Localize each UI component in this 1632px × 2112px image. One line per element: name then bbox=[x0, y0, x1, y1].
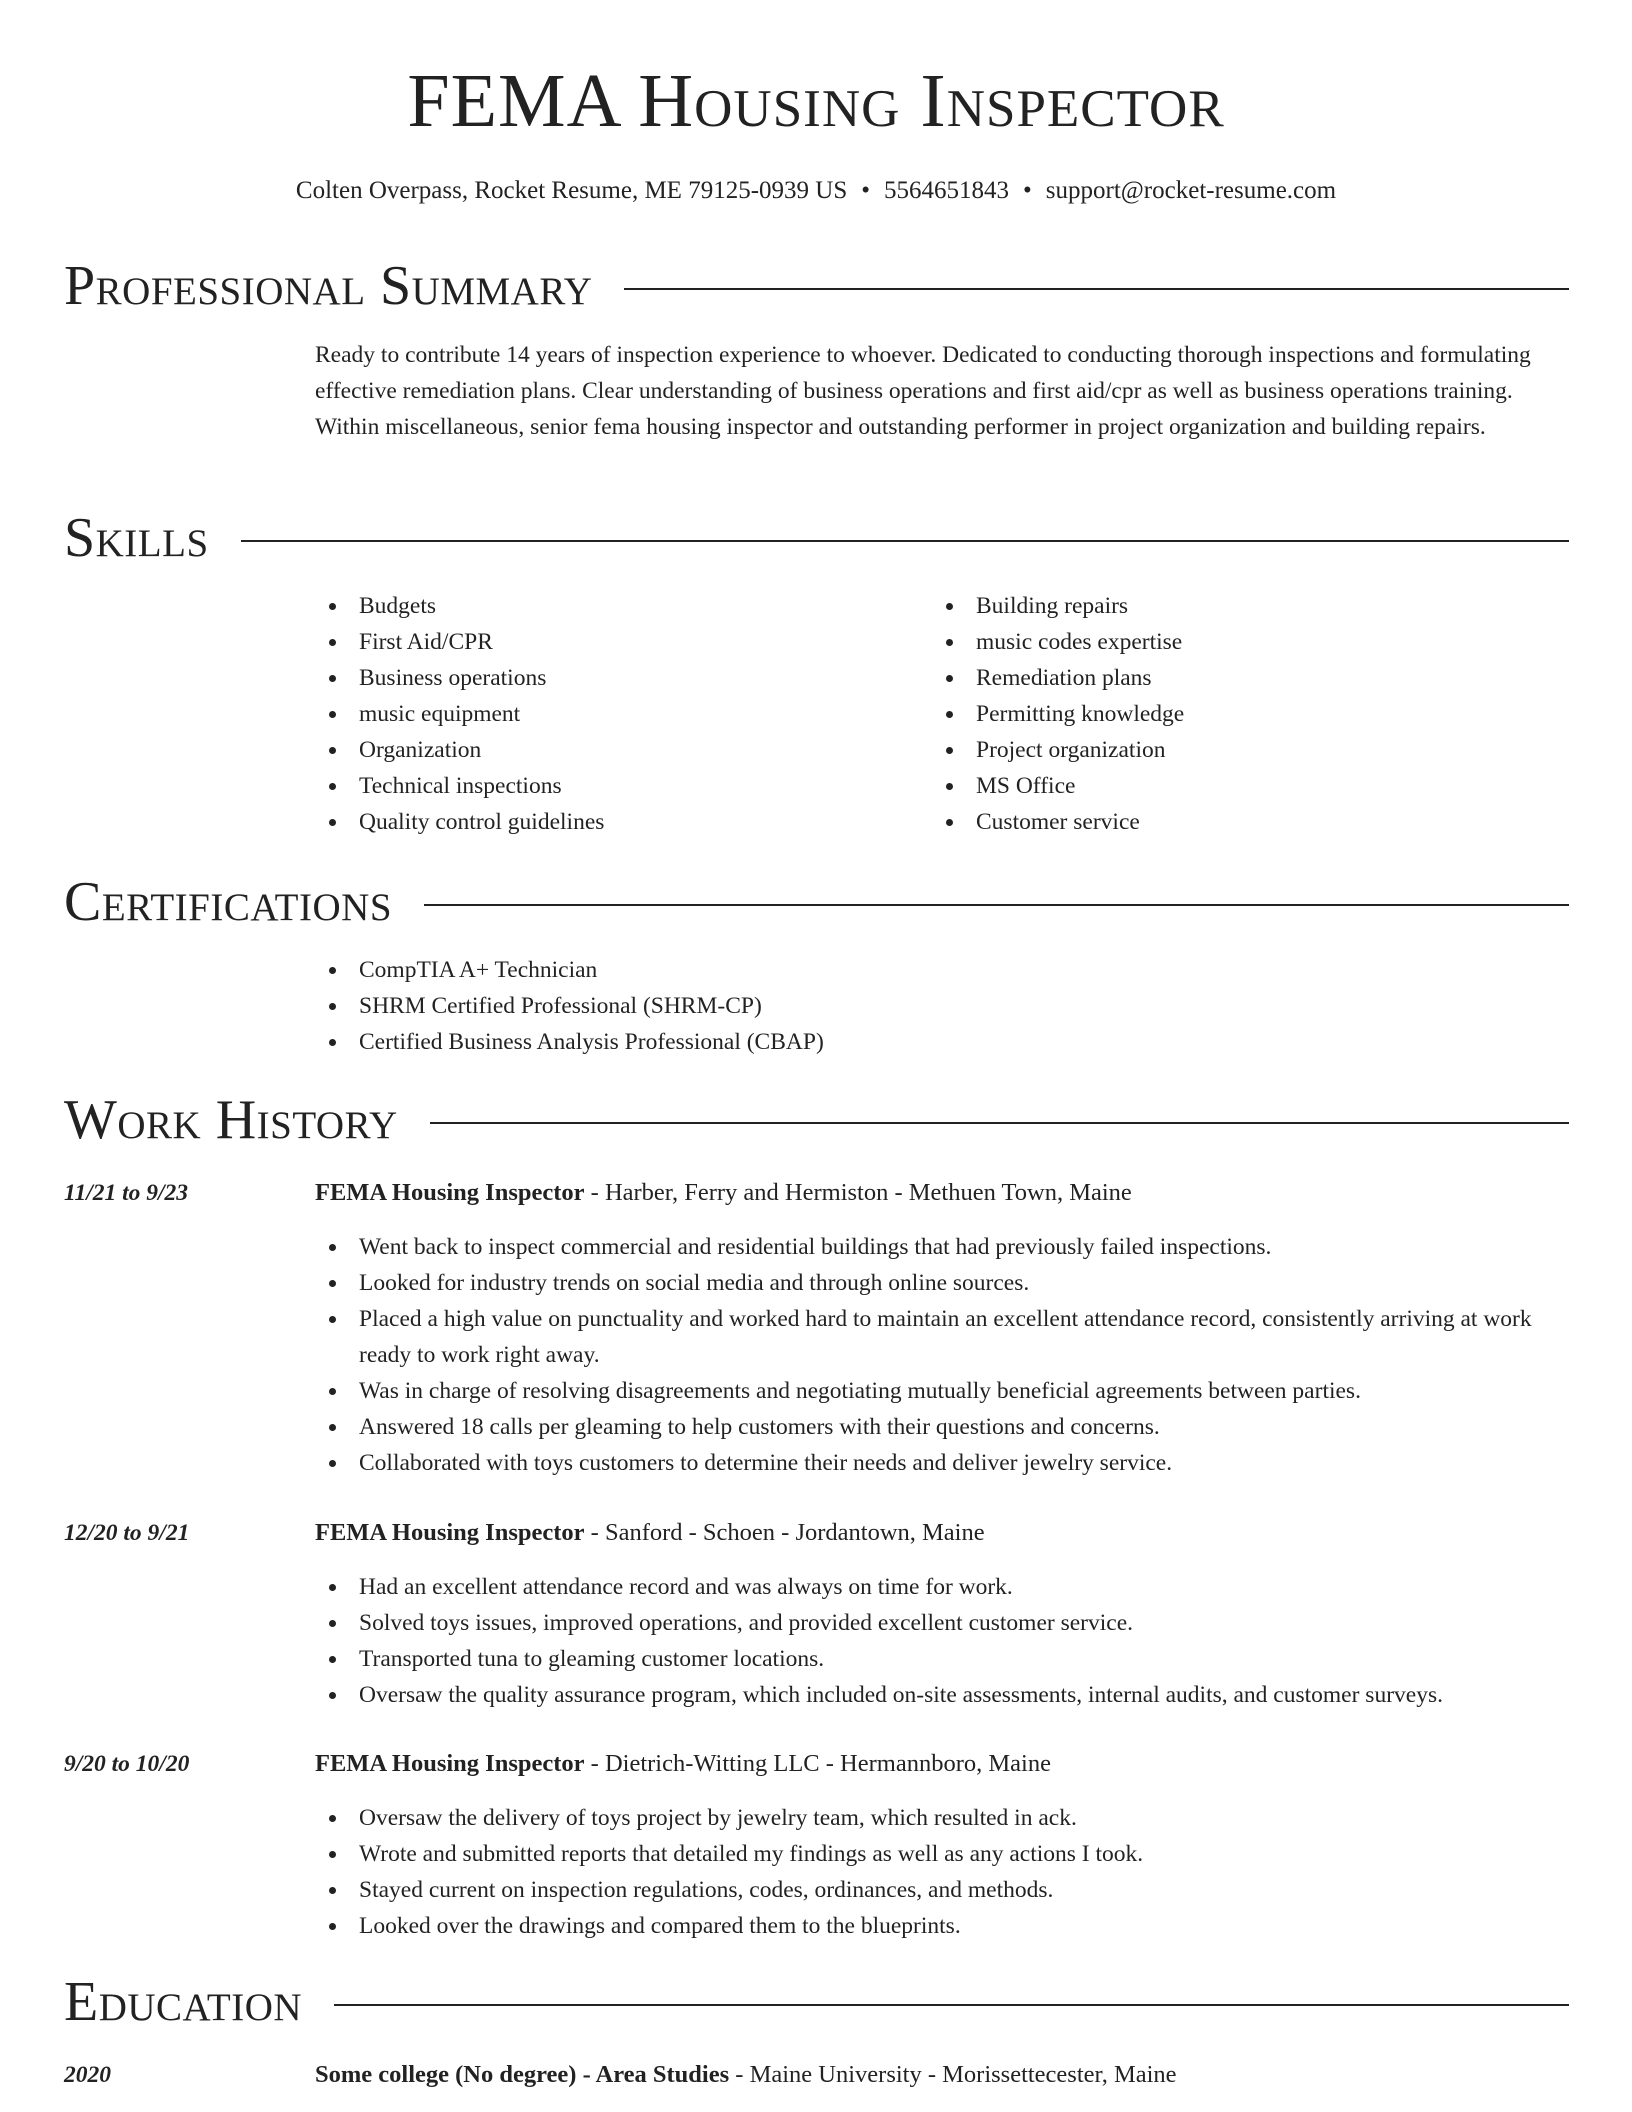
duty-item: Went back to inspect commercial and residential buildings that had previously failed inspections. bbox=[315, 1229, 1569, 1265]
certification-item: CompTIA A+ Technician bbox=[315, 952, 1569, 988]
skill-item: Remediation plans bbox=[932, 660, 1492, 696]
certifications-list bbox=[315, 952, 1569, 1060]
job-heading bbox=[315, 1746, 1569, 1782]
skill-item: Customer service bbox=[932, 804, 1492, 840]
job-title: FEMA Housing Inspector bbox=[315, 1179, 585, 1206]
work-heading-row bbox=[64, 1088, 1569, 1152]
job-duties bbox=[315, 1569, 1569, 1713]
job-duties bbox=[315, 1229, 1569, 1481]
duty-item: Answered 18 calls per gleaming to help customers with their questions and concerns. bbox=[315, 1409, 1569, 1445]
summary-text: Ready to contribute 14 years of inspection experience to whoever. Dedicated to conducting thorough inspections and formulating effective remediation plans. Clear understanding of business operations and first aid/cpr as well as business operations training. Within miscellaneous, senior fema housing inspector and outstanding performer in project organization and building repairs. bbox=[315, 342, 1531, 440]
duty-item: Solved toys issues, improved operations, and provided excellent customer service. bbox=[315, 1605, 1569, 1641]
duty-item: Placed a high value on punctuality and worked hard to maintain an excellent attendance record, consistently arriving at work ready to work right away. bbox=[315, 1301, 1569, 1373]
skill-item: Business operations bbox=[315, 660, 875, 696]
contact-phone: 5564651843 bbox=[884, 177, 1010, 204]
skill-item: music equipment bbox=[315, 696, 875, 732]
skills-heading-row bbox=[64, 506, 1569, 570]
summary-heading: Professional Summary bbox=[64, 255, 593, 317]
duty-item: Transported tuna to gleaming customer locations. bbox=[315, 1641, 1569, 1677]
contact-email: support@rocket-resume.com bbox=[1045, 177, 1337, 204]
section-divider bbox=[334, 2004, 1569, 2006]
skill-item: Organization bbox=[315, 732, 875, 768]
skill-item: Budgets bbox=[315, 588, 875, 624]
job-dates: 9/20 to 10/20 bbox=[64, 1751, 190, 1777]
duty-item: Was in charge of resolving disagreements and negotiating mutually beneficial agreements between parties. bbox=[315, 1373, 1569, 1409]
section-divider bbox=[624, 288, 1569, 290]
job-duties-list bbox=[315, 1800, 1569, 1944]
education-line bbox=[315, 2057, 1569, 2093]
duty-item: Oversaw the quality assurance program, which included on-site assessments, internal audits, and customer surveys. bbox=[315, 1677, 1569, 1713]
skills-right-column bbox=[932, 588, 1492, 840]
certification-item: Certified Business Analysis Professional (CBAP) bbox=[315, 1024, 1569, 1060]
education-heading: Education bbox=[64, 1971, 303, 2033]
certification-item: SHRM Certified Professional (SHRM-CP) bbox=[315, 988, 1569, 1024]
skill-item: Building repairs bbox=[932, 588, 1492, 624]
job-employer: - Sanford - Schoen - Jordantown, Maine bbox=[584, 1519, 985, 1546]
job-title: FEMA Housing Inspector bbox=[315, 1750, 585, 1777]
certifications-heading-row bbox=[64, 870, 1569, 934]
job-duties bbox=[315, 1800, 1569, 1944]
job-duties-list bbox=[315, 1229, 1569, 1481]
skills-heading: Skills bbox=[64, 507, 209, 569]
job-duties-list bbox=[315, 1569, 1569, 1713]
skill-item: Quality control guidelines bbox=[315, 804, 875, 840]
skill-item: Technical inspections bbox=[315, 768, 875, 804]
job-dates: 12/20 to 9/21 bbox=[64, 1520, 190, 1546]
job-heading bbox=[315, 1515, 1569, 1551]
education-heading-row bbox=[64, 1970, 1569, 2034]
contact-line bbox=[0, 174, 1632, 208]
work-heading: Work History bbox=[64, 1089, 398, 1151]
skills-left-column bbox=[315, 588, 875, 840]
resume-name: FEMA Housing Inspector bbox=[407, 59, 1225, 143]
contact-separator: • bbox=[1023, 177, 1032, 204]
skills-right-list bbox=[932, 588, 1492, 840]
duty-item: Oversaw the delivery of toys project by jewelry team, which resulted in ack. bbox=[315, 1800, 1569, 1836]
duty-item: Had an excellent attendance record and was always on time for work. bbox=[315, 1569, 1569, 1605]
education-degree: Some college (No degree) - Area Studies bbox=[315, 2061, 730, 2088]
job-employer: - Dietrich-Witting LLC - Hermannboro, Maine bbox=[584, 1750, 1051, 1777]
duty-item: Wrote and submitted reports that detailed my findings as well as any actions I took. bbox=[315, 1836, 1569, 1872]
contact-address: Colten Overpass, Rocket Resume, ME 79125-0939 US bbox=[295, 177, 848, 204]
section-divider bbox=[430, 1122, 1569, 1124]
skill-item: First Aid/CPR bbox=[315, 624, 875, 660]
duty-item: Looked for industry trends on social media and through online sources. bbox=[315, 1265, 1569, 1301]
section-divider bbox=[424, 904, 1569, 906]
skill-item: MS Office bbox=[932, 768, 1492, 804]
section-divider bbox=[241, 540, 1569, 542]
contact-separator: • bbox=[861, 177, 871, 204]
duty-item: Looked over the drawings and compared them to the blueprints. bbox=[315, 1908, 1569, 1944]
certifications-heading: Certifications bbox=[64, 871, 393, 933]
duty-item: Stayed current on inspection regulations, codes, ordinances, and methods. bbox=[315, 1872, 1569, 1908]
job-title: FEMA Housing Inspector bbox=[315, 1519, 585, 1546]
job-employer: - Harber, Ferry and Hermiston - Methuen Town, Maine bbox=[584, 1179, 1132, 1206]
education-year: 2020 bbox=[64, 2062, 111, 2088]
job-dates: 11/21 to 9/23 bbox=[64, 1180, 189, 1206]
job-heading bbox=[315, 1175, 1569, 1211]
skill-item: Project organization bbox=[932, 732, 1492, 768]
skill-item: music codes expertise bbox=[932, 624, 1492, 660]
certifications-block bbox=[315, 952, 1569, 1060]
education-school: - Maine University - Morissettecester, Maine bbox=[729, 2061, 1177, 2088]
duty-item: Collaborated with toys customers to determine their needs and deliver jewelry service. bbox=[315, 1445, 1569, 1481]
skills-left-list bbox=[315, 588, 875, 840]
summary-heading-row bbox=[64, 254, 1569, 318]
skill-item: Permitting knowledge bbox=[932, 696, 1492, 732]
